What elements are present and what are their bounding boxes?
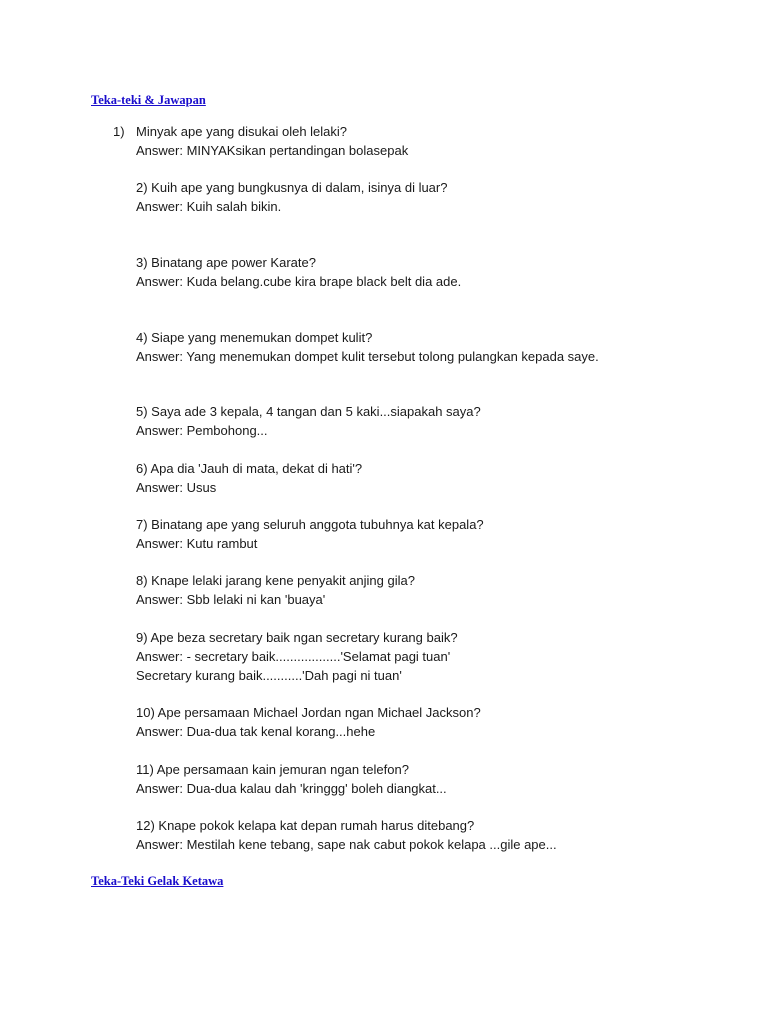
qa-item-10 — [136, 703, 481, 741]
question-text: Minyak ape yang disukai oleh lelaki? — [136, 124, 348, 139]
answer-text: Answer: Yang menemukan dompet kulit tersebut tolong pulangkan kepada saye. — [136, 349, 599, 364]
qa-item-9 — [136, 628, 458, 685]
heading-link-teka-teki-jawapan[interactable]: Teka-teki & Jawapan — [91, 93, 206, 107]
answer-text: Answer: MINYAKsikan pertandingan bolasepak — [136, 143, 409, 158]
question-text: 5) Saya ade 3 kepala, 4 tangan dan 5 kaki...siapakah saya? — [136, 404, 481, 419]
qa-item-12 — [136, 816, 557, 854]
answer-text: Answer: Kutu rambut — [136, 536, 258, 551]
question-text: 12) Knape pokok kelapa kat depan rumah harus ditebang? — [136, 818, 475, 833]
answer-text: Answer: - secretary baik..................'Selamat pagi tuan' — [136, 649, 451, 664]
question-text: 8) Knape lelaki jarang kene penyakit anjing gila? — [136, 573, 415, 588]
answer-text: Answer: Dua-dua tak kenal korang...hehe — [136, 724, 376, 739]
answer-text: Answer: Kuda belang.cube kira brape black belt dia ade. — [136, 274, 462, 289]
qa-item-11 — [136, 760, 447, 798]
qa-item-8 — [136, 571, 415, 609]
qa-item-4 — [136, 328, 599, 366]
question-text: 3) Binatang ape power Karate? — [136, 255, 316, 270]
question-text: 4) Siape yang menemukan dompet kulit? — [136, 330, 373, 345]
answer-text-continued: Secretary kurang baik...........'Dah pagi ni tuan' — [136, 668, 402, 683]
item-number-1: 1) — [113, 124, 125, 139]
answer-text: Answer: Sbb lelaki ni kan 'buaya' — [136, 592, 326, 607]
qa-item-2 — [136, 178, 447, 216]
question-text: 11) Ape persamaan kain jemuran ngan telefon? — [136, 762, 409, 777]
heading-link-teka-teki-gelak-ketawa[interactable]: Teka-Teki Gelak Ketawa — [91, 874, 224, 888]
question-text: 2) Kuih ape yang bungkusnya di dalam, isinya di luar? — [136, 180, 448, 195]
answer-text: Answer: Pembohong... — [136, 423, 268, 438]
qa-item-7 — [136, 515, 484, 553]
answer-text: Answer: Mestilah kene tebang, sape nak cabut pokok kelapa ...gile ape... — [136, 837, 557, 852]
qa-item-6 — [136, 459, 362, 497]
answer-text: Answer: Usus — [136, 480, 217, 495]
question-text: 10) Ape persamaan Michael Jordan ngan Michael Jackson? — [136, 705, 481, 720]
answer-text: Answer: Kuih salah bikin. — [136, 199, 282, 214]
question-text: 6) Apa dia 'Jauh di mata, dekat di hati'? — [136, 461, 363, 476]
question-text: 7) Binatang ape yang seluruh anggota tubuhnya kat kepala? — [136, 517, 484, 532]
answer-text: Answer: Dua-dua kalau dah 'kringgg' boleh diangkat... — [136, 781, 447, 796]
qa-item-1 — [136, 122, 408, 160]
question-text: 9) Ape beza secretary baik ngan secretary kurang baik? — [136, 630, 458, 645]
qa-item-3 — [136, 253, 461, 291]
qa-item-5 — [136, 402, 481, 440]
